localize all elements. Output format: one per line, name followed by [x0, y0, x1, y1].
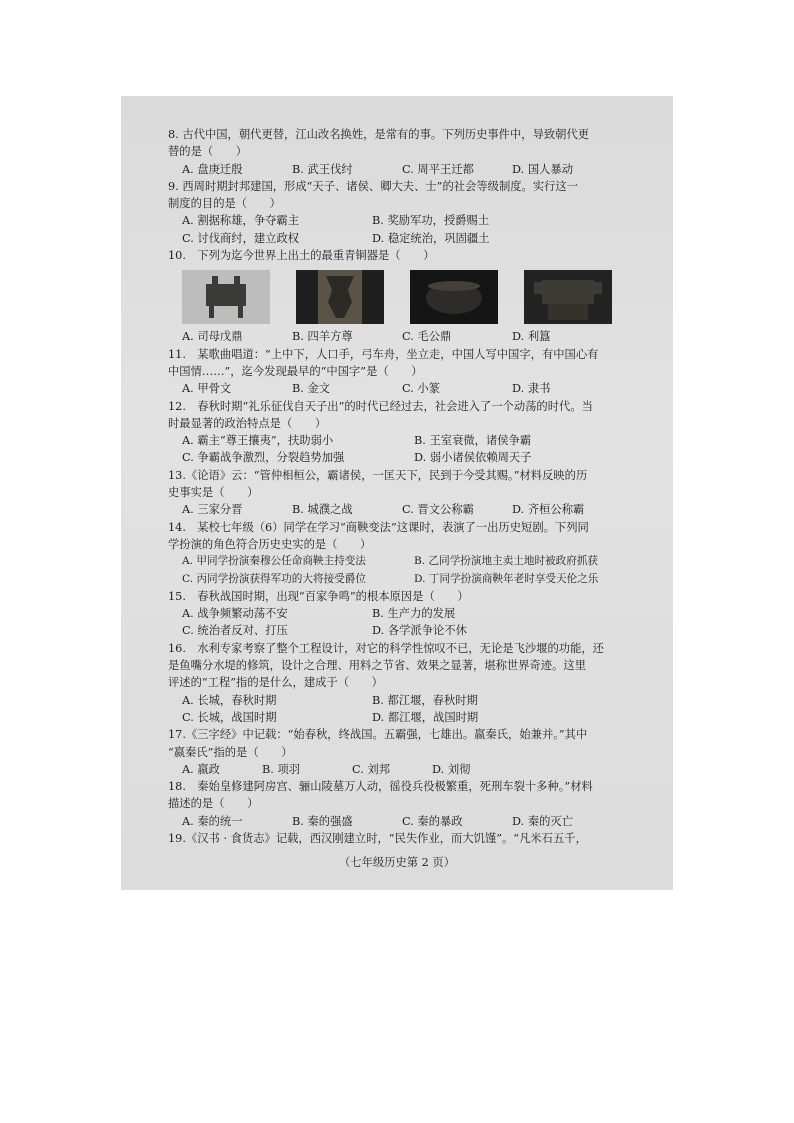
option-b: B. 城濮之战 — [292, 503, 353, 517]
option-d: D. 各学派争论不休 — [372, 624, 467, 638]
question-text: 8. 古代中国，朝代更替，江山改名换姓，是常有的事。下列历史事件中，导致朝代更 — [168, 128, 590, 141]
option-c: C. 长城，战国时期 — [182, 710, 277, 724]
option-d: D. 都江堰，战国时期 — [372, 710, 479, 724]
question-text: 中国情……”，迄今发现最早的“中国字”是（ ） — [168, 364, 423, 378]
option-a: A. 甲同学扮演秦穆公任命商鞅主持变法 — [182, 555, 366, 568]
options — [168, 571, 653, 588]
question-13 — [168, 467, 653, 519]
option-a: A. 割据称雄，争夺霸主 — [182, 214, 300, 228]
options — [168, 692, 653, 709]
option-c: C. 周平王迁都 — [402, 162, 474, 176]
question-11 — [168, 346, 653, 398]
options — [168, 230, 653, 247]
question-15 — [168, 588, 653, 640]
options — [168, 328, 653, 345]
option-b: B. 项羽 — [262, 762, 301, 776]
option-c: C. 毛公鼎 — [402, 330, 452, 344]
question-text: 10. 下列为迄今世界上出土的最重青铜器是（ ） — [168, 249, 435, 263]
question-text: 19.《汉书 · 食货志》记载，西汉刚建立时，“民失作业，而大饥馑”。“凡米石五千， — [168, 831, 587, 845]
question-text: 替的是（ ） — [168, 145, 248, 159]
page-footer: （七年级历史第 2 页） — [338, 856, 456, 869]
question-9 — [168, 178, 653, 247]
question-text: 17.《三字经》中记载：“始春秋，终战国。五霸强，七雄出。嬴秦氏，始兼并。”其中 — [168, 728, 588, 742]
options — [168, 813, 653, 830]
options — [168, 449, 653, 466]
option-b: B. 乙同学扮演地主卖土地时被政府抓获 — [414, 555, 599, 568]
question-list — [168, 126, 653, 847]
option-b: B. 都江堰，春秋时期 — [372, 693, 478, 707]
options — [168, 432, 653, 449]
question-text: 史事实是（ ） — [168, 486, 259, 500]
question-text: 学扮演的角色符合历史史实的是（ ） — [168, 537, 372, 551]
options — [168, 212, 653, 229]
option-a: A. 盘庚迁殷 — [182, 162, 243, 176]
question-text: 16. 水利专家考察了整个工程设计，对它的科学性惊叹不已，无论是飞沙堰的功能，还 — [168, 641, 604, 655]
question-text: 13.《论语》云：“管仲相桓公，霸诸侯，一匡天下，民到于今受其赐。”材料反映的历 — [168, 468, 588, 482]
question-16 — [168, 640, 653, 726]
question-text: 14. 某校七年级（6）同学在学习“商鞅变法”这课时，表演了一出历史短剧。下列同 — [168, 520, 589, 534]
option-c: C. 晋文公称霸 — [402, 503, 474, 517]
question-text: 评述的“工程”指的是什么，建成于（ ） — [168, 676, 383, 690]
question-text: 时最显著的政治特点是（ ） — [168, 416, 327, 430]
option-c: C. 小篆 — [402, 382, 441, 396]
option-d: D. 国人暴动 — [512, 162, 574, 176]
question-8 — [168, 126, 653, 178]
option-d: D. 丁同学扮演商鞅年老时享受天伦之乐 — [414, 572, 599, 585]
option-d: D. 秦的灭亡 — [512, 814, 574, 828]
option-c: C. 丙同学扮演获得军功的大将接受爵位 — [182, 572, 366, 585]
option-a: A. 嬴政 — [182, 762, 220, 776]
option-b: B. 四羊方尊 — [292, 330, 353, 344]
option-c: C. 秦的暴政 — [402, 814, 463, 828]
question-text: 9. 西周时期封邦建国，形成“天子、诸侯、卿大夫、士”的社会等级制度。实行这一 — [168, 179, 579, 193]
gui-image — [524, 270, 612, 324]
question-18 — [168, 778, 653, 830]
option-b: B. 秦的强盛 — [292, 814, 353, 828]
option-c: C. 统治者反对、打压 — [182, 624, 288, 638]
question-text: 12. 春秋时期“礼乐征伐自天子出”的时代已经过去，社会进入了一个动荡的时代。当 — [168, 399, 593, 413]
option-d: D. 齐桓公称霸 — [512, 503, 585, 517]
question-17 — [168, 726, 653, 778]
bronze-images — [168, 268, 653, 326]
option-b: B. 生产力的发展 — [372, 607, 456, 621]
option-d: D. 利簋 — [512, 330, 551, 344]
ding-image — [182, 270, 270, 324]
zun-image — [296, 270, 384, 324]
option-a: A. 三家分晋 — [182, 503, 243, 517]
question-text: 18. 秦始皇修建阿房宫、骊山陵墓万人动，徭役兵役极繁重，死刑车裂十多种。”材料 — [168, 780, 593, 794]
options — [168, 501, 653, 518]
options — [168, 380, 653, 397]
option-d: D. 稳定统治，巩固疆土 — [372, 231, 490, 245]
option-a: A. 长城，春秋时期 — [182, 693, 277, 707]
option-a: A. 甲骨文 — [182, 382, 232, 396]
option-b: B. 奖励军功，授爵赐土 — [372, 214, 490, 228]
question-19 — [168, 830, 653, 847]
options — [168, 709, 653, 726]
options — [168, 622, 653, 639]
question-14 — [168, 519, 653, 588]
options — [168, 761, 653, 778]
option-b: B. 金文 — [292, 382, 331, 396]
maogong-ding-image — [410, 270, 498, 324]
scanned-page — [121, 96, 673, 890]
question-text: 描述的是（ ） — [168, 797, 259, 811]
option-d: D. 刘彻 — [432, 762, 471, 776]
option-b: B. 王室衰微，诸侯争霸 — [414, 434, 532, 448]
option-d: D. 隶书 — [512, 382, 551, 396]
question-text: 制度的目的是（ ） — [168, 197, 281, 211]
question-12 — [168, 398, 653, 467]
option-b: B. 武王伐纣 — [292, 162, 353, 176]
question-text: 11. 某歌曲唱道：“上中下，人口手，弓车舟，坐立走，中国人写中国字，有中国心有 — [168, 347, 599, 361]
question-text: “嬴秦氏”指的是（ ） — [168, 745, 293, 759]
options — [168, 553, 653, 570]
question-text: 是鱼嘴分水堤的修筑，设计之合理、用料之节省、效果之显著，堪称世界奇迹。这里 — [168, 659, 586, 673]
option-c: C. 刘邦 — [352, 762, 391, 776]
options — [168, 161, 653, 178]
question-text: 15. 春秋战国时期，出现“百家争鸣”的根本原因是（ ） — [168, 589, 469, 603]
question-10 — [168, 247, 653, 346]
option-c: C. 争霸战争激烈，分裂趋势加强 — [182, 451, 345, 465]
option-c: C. 讨伐商纣，建立政权 — [182, 231, 300, 245]
option-d: D. 弱小诸侯依赖周天子 — [414, 451, 532, 465]
option-a: A. 司母戊鼎 — [182, 330, 243, 344]
options — [168, 605, 653, 622]
option-a: A. 战争频繁动荡不安 — [182, 607, 288, 621]
option-a: A. 霸主“尊王攘夷”，扶助弱小 — [182, 434, 334, 448]
option-a: A. 秦的统一 — [182, 814, 243, 828]
